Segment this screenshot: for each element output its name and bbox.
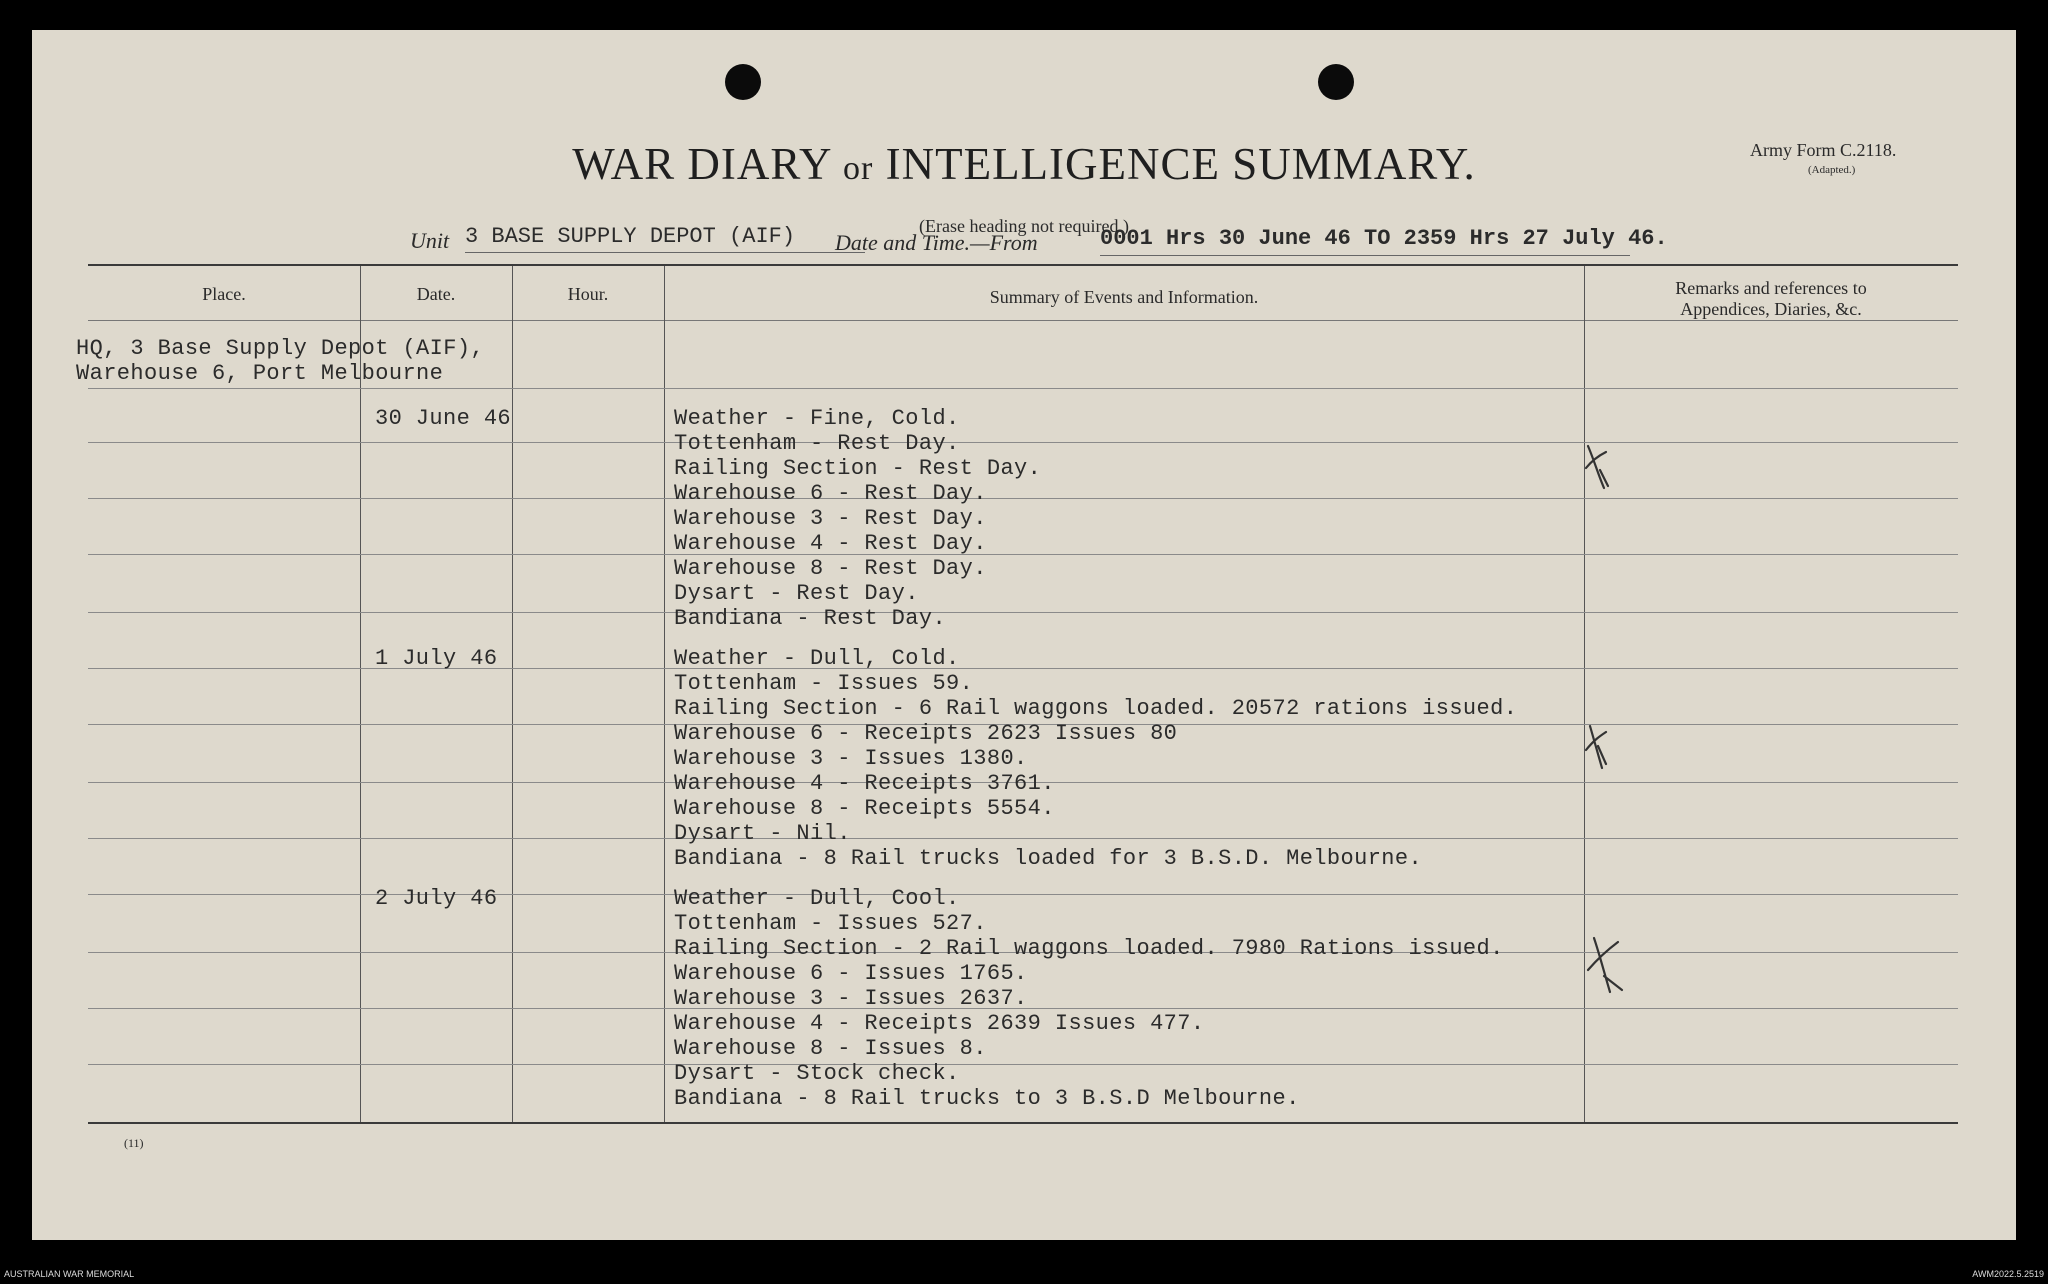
date-value: 0001 Hrs 30 June 46 TO 2359 Hrs 27 July 46. — [1100, 226, 1668, 251]
entry-line: Dysart - Stock check. — [674, 1061, 960, 1086]
entry-line: Tottenham - Issues 59. — [674, 671, 974, 696]
handwritten-tick-mark — [1582, 930, 1632, 1000]
table-top-border — [88, 264, 1958, 266]
place-line: Warehouse 6, Port Melbourne — [76, 361, 444, 386]
punch-hole-left — [725, 64, 761, 100]
entry-line: Warehouse 6 - Issues 1765. — [674, 961, 1028, 986]
entry-date: 2 July 46 — [375, 886, 498, 911]
header-remarks — [1584, 278, 1958, 320]
header-remarks-line1: Remarks and references to — [1675, 278, 1867, 298]
entry-lines — [674, 886, 1504, 1111]
entry-lines — [674, 646, 1517, 871]
row-rule — [88, 388, 1958, 389]
form-number: Army Form C.2118. — [1750, 140, 1897, 160]
page-subtitle: (Erase heading not required.) — [919, 216, 1129, 236]
entry-line: Railing Section - 6 Rail waggons loaded. 20572 rations issued. — [674, 696, 1518, 721]
date-underline — [1100, 255, 1630, 256]
entry-line: Railing Section - 2 Rail waggons loaded. 7980 Rations issued. — [674, 936, 1504, 961]
table-bottom-border — [88, 1122, 1958, 1124]
entry-line: Tottenham - Issues 527. — [674, 911, 987, 936]
header-remarks-line2: Appendices, Diaries, &c. — [1680, 299, 1862, 319]
unit-value: 3 BASE SUPPLY DEPOT (AIF) — [465, 224, 796, 249]
entry-date: 30 June 46 — [375, 406, 512, 431]
entry-line: Weather - Dull, Cold. — [674, 646, 960, 671]
handwritten-tick-mark — [1580, 720, 1620, 775]
entry-line: Tottenham - Rest Day. — [674, 431, 960, 456]
handwritten-tick-mark — [1580, 440, 1620, 495]
entry-line: Weather - Fine, Cold. — [674, 406, 960, 431]
entry-line: Warehouse 6 - Rest Day. — [674, 481, 987, 506]
entry-line: Warehouse 4 - Rest Day. — [674, 531, 987, 556]
entry-line: Bandiana - 8 Rail trucks loaded for 3 B.S.D. Melbourne. — [674, 846, 1423, 871]
footer-credit: AUSTRALIAN WAR MEMORIAL — [4, 1269, 135, 1279]
entry-date: 1 July 46 — [375, 646, 498, 671]
header-place: Place. — [202, 284, 246, 304]
entry-line: Warehouse 3 - Issues 2637. — [674, 986, 1028, 1011]
entry-line: Warehouse 4 - Receipts 3761. — [674, 771, 1055, 796]
place-text — [76, 336, 484, 386]
header-summary: Summary of Events and Information. — [989, 287, 1259, 307]
entry-line: Bandiana - Rest Day. — [674, 606, 947, 631]
form-adapted: (Adapted.) — [1808, 164, 1856, 176]
entry-line: Warehouse 6 - Receipts 2623 Issues 80 — [674, 721, 1178, 746]
footer-reference: AWM2022.5.2519 — [1972, 1269, 2044, 1279]
punch-hole-right — [1318, 64, 1354, 100]
diary-page — [32, 30, 2016, 1240]
column-divider-date — [512, 266, 513, 1122]
header-separator — [88, 320, 1958, 321]
date-label: Date and Time.—From — [835, 230, 1038, 255]
entry-line: Dysart - Nil. — [674, 821, 851, 846]
header-date: Date. — [416, 284, 456, 304]
page-number: (11) — [124, 1136, 144, 1150]
entry-line: Warehouse 3 - Issues 1380. — [674, 746, 1028, 771]
entry-line: Warehouse 4 - Receipts 2639 Issues 477. — [674, 1011, 1205, 1036]
unit-label: Unit — [410, 228, 450, 253]
header-hour: Hour. — [567, 284, 609, 304]
entry-line: Warehouse 3 - Rest Day. — [674, 506, 987, 531]
page-title: WAR DIARY or INTELLIGENCE SUMMARY. — [572, 139, 1476, 189]
entry-line: Railing Section - Rest Day. — [674, 456, 1042, 481]
place-line: HQ, 3 Base Supply Depot (AIF), — [76, 336, 485, 361]
entry-line: Warehouse 8 - Issues 8. — [674, 1036, 987, 1061]
column-divider-place — [360, 266, 361, 1122]
entry-line: Warehouse 8 - Receipts 5554. — [674, 796, 1055, 821]
entry-line: Dysart - Rest Day. — [674, 581, 919, 606]
unit-underline — [465, 252, 865, 253]
entry-line: Bandiana - 8 Rail trucks to 3 B.S.D Melbourne. — [674, 1086, 1300, 1111]
entry-lines — [674, 406, 1041, 631]
entry-line: Weather - Dull, Cool. — [674, 886, 960, 911]
entry-line: Warehouse 8 - Rest Day. — [674, 556, 987, 581]
column-divider-hour — [664, 266, 665, 1122]
